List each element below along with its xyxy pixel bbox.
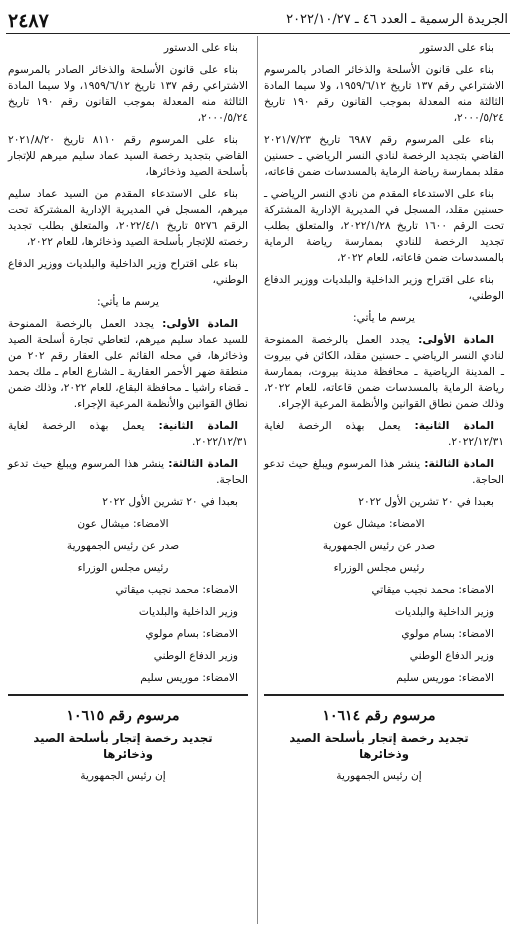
- preamble-arms-law: بناء على قانون الأسلحة والذخائر الصادر بالمرسوم الاشتراعي رقم ١٣٧ تاريخ ١٩٥٩/٦/١٢، ولا سيما المادة الثالثة منه المعدلة بموجب القانون رقم ١٩٠ تاريخ ٢٠٠٠/٥/٢٤،: [8, 64, 248, 124]
- signature-prime-minister: الامضاء: محمد نجيب ميقاتي: [115, 584, 238, 596]
- decrees-heading: يرسم ما يأتي:: [97, 296, 159, 308]
- signature-interior-minister: الامضاء: بسام مولوي: [145, 628, 238, 640]
- left-column: [8, 40, 248, 790]
- decree-number: مرسوم رقم ١٠٦١٥: [66, 708, 180, 724]
- interior-minister-title: وزير الداخلية والبلديات: [138, 606, 238, 618]
- signature-president: الامضاء: ميشال عون: [77, 518, 169, 530]
- decrees-heading: يرسم ما يأتي:: [353, 312, 415, 324]
- decree-separator: [8, 694, 248, 696]
- prime-minister-title: رئيس مجلس الوزراء: [333, 562, 425, 574]
- signature-defense-minister: الامضاء: موريس سليم: [396, 672, 494, 684]
- article-2: [264, 418, 504, 450]
- article-1-label: المادة الأولى:: [162, 318, 239, 330]
- article-2-text: يعمل بهذه الرخصة لغاية ٢٠٢٢/١٢/٣١.: [8, 420, 248, 448]
- preamble-proposal: بناء على اقتراح وزير الداخلية والبلديات ووزير الدفاع الوطني،: [264, 274, 504, 302]
- article-1-label: المادة الأولى:: [418, 334, 495, 346]
- issued-by: صدر عن رئيس الجمهورية: [66, 540, 180, 552]
- preamble-prior-decree: بناء على المرسوم رقم ٦٩٨٧ تاريخ ٢٠٢١/٧/٢٣ القاضي بتجديد الرخصة لنادي النسر الرياضي ـ حسنين مقلد بممارسة رياضة الرماية بالمسدسات ضمن قاعاته،: [264, 134, 504, 178]
- column-divider: [257, 36, 258, 924]
- issued-by: صدر عن رئيس الجمهورية: [322, 540, 436, 552]
- decree-separator: [264, 694, 504, 696]
- decree-number: مرسوم رقم ١٠٦١٤: [322, 708, 436, 724]
- article-3: [264, 456, 504, 488]
- signature-interior-minister: الامضاء: بسام مولوي: [401, 628, 494, 640]
- preamble-prior-decree: بناء على المرسوم رقم ٨١١٠ تاريخ ٢٠٢١/٨/٢٠ القاضي بتجديد رخصة السيد عماد سليم ميرهم للإتجار بأسلحة الصيد وذخائرها،: [8, 134, 248, 178]
- article-2: [8, 418, 248, 450]
- decree-date: بعبدا في ٢٠ تشرين الأول ٢٠٢٢: [358, 496, 494, 508]
- signature-defense-minister: الامضاء: موريس سليم: [140, 672, 238, 684]
- defense-minister-title: وزير الدفاع الوطني: [153, 650, 238, 662]
- signature-president: الامضاء: ميشال عون: [333, 518, 425, 530]
- article-1: [264, 332, 504, 412]
- right-column: [264, 40, 504, 790]
- article-3-text: ينشر هذا المرسوم ويبلغ حيث تدعو الحاجة.: [8, 458, 248, 486]
- article-1: [8, 316, 248, 412]
- interior-minister-title: وزير الداخلية والبلديات: [394, 606, 494, 618]
- article-3: [8, 456, 248, 488]
- signature-prime-minister: الامضاء: محمد نجيب ميقاتي: [371, 584, 494, 596]
- preamble-proposal: بناء على اقتراح وزير الداخلية والبلديات ووزير الدفاع الوطني،: [8, 258, 248, 286]
- prime-minister-title: رئيس مجلس الوزراء: [77, 562, 169, 574]
- decree-opening: إن رئيس الجمهورية: [80, 770, 166, 782]
- page-number: ٢٤٨٧: [8, 10, 49, 32]
- article-2-label: المادة الثانية:: [414, 420, 494, 432]
- decree-title: تجديد رخصة إتجار بأسلحة الصيد وذخائرها: [33, 731, 213, 761]
- page-header: [0, 0, 516, 30]
- preamble-request: بناء على الاستدعاء المقدم من السيد عماد سليم ميرهم، المسجل في المديرية الإدارية المشتركة تحت الرقم ٥٢٧٦ تاريخ ٢٠٢٢/٤/١، والمتعلق بطلب تجديد رخصته للإتجار بأسلحة الصيد وذخائرها، للعام ٢٠٢٢،: [8, 188, 248, 248]
- preamble-constitution: بناء على الدستور: [163, 42, 238, 54]
- article-3-label: المادة الثالثة:: [424, 458, 494, 470]
- article-1-text: يجدد العمل بالرخصة الممنوحة للسيد عماد سليم ميرهم، لتعاطي تجارة أسلحة الصيد وذخائرها، في محله القائم على العقار رقم ٢٠٢ من منطقة ضهر الأحمر العقارية ـ الشارع العام ـ ملك بحمد ـ قضاء راشيا ـ محافظة البقاع، للعام ٢٠٢٢، وذلك ضمن نطاق القوانين والأنظمة المرعية الإجراء.: [8, 318, 248, 410]
- running-title: الجريدة الرسمية ـ العدد ٤٦ ـ ٢٠٢٢/١٠/٢٧: [286, 12, 508, 27]
- preamble-arms-law: بناء على قانون الأسلحة والذخائر الصادر بالمرسوم الاشتراعي رقم ١٣٧ تاريخ ١٩٥٩/٦/١٢، ولا سيما المادة الثالثة منه المعدلة بموجب القانون رقم ١٩٠ تاريخ ٢٠٠٠/٥/٢٤،: [264, 64, 504, 124]
- preamble-request: بناء على الاستدعاء المقدم من نادي النسر الرياضي ـ حسنين مقلد، المسجل في المديرية الإدارية المشتركة تحت الرقم ١٦٠٠ تاريخ ٢٠٢٢/١/٢٨، والمتعلق بطلب تجديد الرخصة للنادي بممارسة رياضة الرماية بالمسدسات ضمن قاعاته، للعام ٢٠٢٢،: [264, 188, 504, 264]
- article-3-label: المادة الثالثة:: [168, 458, 238, 470]
- decree-title: تجديد رخصة إتجار بأسلحة الصيد وذخائرها: [289, 731, 469, 761]
- header-rule: [6, 33, 510, 34]
- article-2-text: يعمل بهذه الرخصة لغاية ٢٠٢٢/١٢/٣١.: [264, 420, 504, 448]
- preamble-constitution: بناء على الدستور: [419, 42, 494, 54]
- decree-date: بعبدا في ٢٠ تشرين الأول ٢٠٢٢: [102, 496, 238, 508]
- article-2-label: المادة الثانية:: [158, 420, 238, 432]
- defense-minister-title: وزير الدفاع الوطني: [409, 650, 494, 662]
- decree-opening: إن رئيس الجمهورية: [336, 770, 422, 782]
- article-3-text: ينشر هذا المرسوم ويبلغ حيث تدعو الحاجة.: [264, 458, 504, 486]
- article-1-text: يجدد العمل بالرخصة الممنوحة لنادي النسر الرياضي ـ حسنين مقلد، الكائن في بيروت ـ المدينة الرياضية ـ محافظة مدينة بيروت، بممارسة رياضة الرماية بالمسدسات ضمن قاعاته، للعام ٢٠٢٢، وذلك ضمن نطاق القوانين والأنظمة المرعية الإجراء.: [264, 334, 504, 410]
